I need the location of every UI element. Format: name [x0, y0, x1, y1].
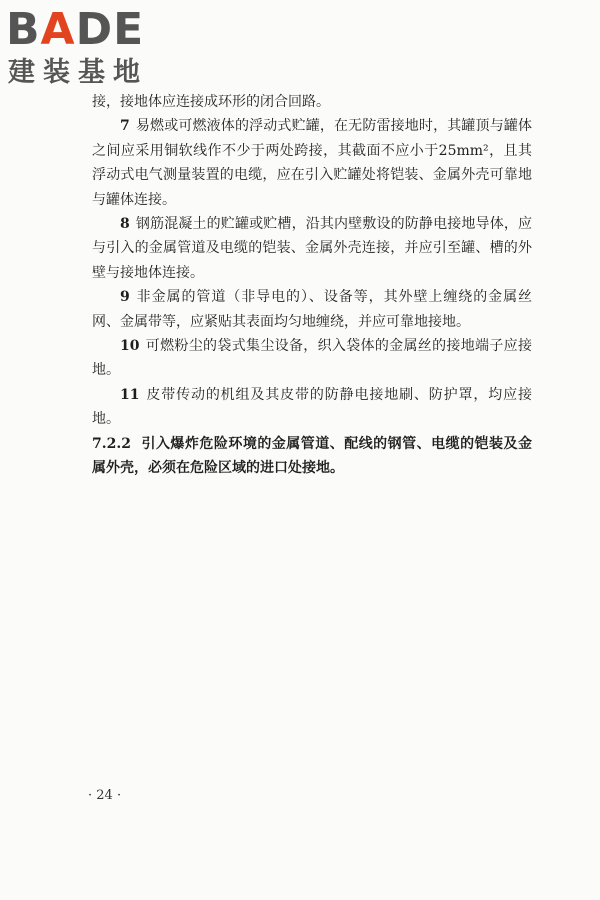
- list-item: [92, 212, 532, 285]
- item-number: 11: [120, 386, 140, 403]
- clause-text: 引入爆炸危险环境的金属管道、配线的钢管、电缆的铠装及金属外壳，必须在危险区域的进口处接地。: [92, 435, 532, 477]
- list-item: [92, 383, 532, 432]
- item-number: 8: [120, 216, 130, 233]
- clause-paragraph: [92, 432, 532, 481]
- item-number: 10: [120, 338, 140, 355]
- item-text: 可燃粉尘的袋式集尘设备，织入袋体的金属丝的接地端子应接地。: [92, 338, 532, 379]
- bade-logo: [6, 6, 176, 90]
- item-number: 9: [120, 289, 130, 306]
- document-body: [92, 90, 532, 481]
- logo-wordmark: BADE: [6, 4, 145, 55]
- item-text: 非金属的管道（非导电的）、设备等，其外壁上缠绕的金属丝网、金属带等，应紧贴其表面均匀地缠绕，并应可靠地接地。: [92, 289, 532, 330]
- list-item: [92, 114, 532, 212]
- page-number: · 24 ·: [88, 788, 122, 803]
- item-text: 皮带传动的机组及其皮带的防静电接地刷、防护罩，均应接地。: [92, 386, 532, 428]
- list-item: [92, 334, 532, 383]
- clause-number: 7.2.2: [92, 435, 131, 452]
- list-item: [92, 285, 532, 334]
- item-number: 7: [120, 118, 130, 135]
- continued-paragraph: 接，接地体应连接成环形的闭合回路。: [92, 94, 330, 110]
- item-text: 钢筋混凝土的贮罐或贮槽，沿其内壁敷设的防静电接地导体，应与引入的金属管道及电缆的铠装、金属外壳连接，并应引至罐、槽的外壁与接地体连接。: [92, 216, 532, 281]
- item-text: 易燃或可燃液体的浮动式贮罐，在无防雷接地时，其罐顶与罐体之间应采用铜软线作不少于两处跨接，其截面不应小于25mm²，且其浮动式电气测量装置的电缆，应在引入贮罐处将铠装、金属外壳可靠地与罐体连接。: [92, 118, 532, 208]
- logo-subtitle: 建装基地: [8, 57, 148, 88]
